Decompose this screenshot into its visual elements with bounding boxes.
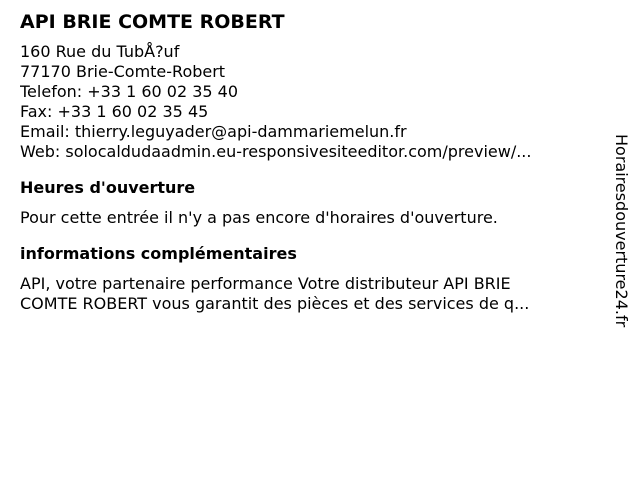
- additional-info-line: COMTE ROBERT vous garantit des pièces et des services de q...: [20, 294, 530, 313]
- address-street: 160 Rue du TubÅ?uf: [20, 42, 180, 61]
- email-address: Email: thierry.leguyader@api-dammariemelun.fr: [20, 122, 407, 141]
- additional-info-heading: informations complémentaires: [20, 244, 297, 263]
- phone-number: Telefon: +33 1 60 02 35 40: [20, 82, 239, 101]
- opening-hours-text: Pour cette entrée il n'y a pas encore d'horaires d'ouverture.: [20, 208, 498, 227]
- fax-number: Fax: +33 1 60 02 35 45: [20, 102, 209, 121]
- contact-block: [20, 42, 595, 162]
- opening-hours-heading: Heures d'ouverture: [20, 178, 196, 197]
- address-city: 77170 Brie-Comte-Robert: [20, 62, 226, 81]
- additional-info-line: API, votre partenaire performance Votre distributeur API BRIE: [20, 274, 511, 293]
- additional-info-text: [20, 274, 595, 314]
- business-card: [20, 10, 595, 314]
- business-name: API BRIE COMTE ROBERT: [20, 11, 285, 33]
- website-url: Web: solocaldudaadmin.eu-responsivesiteeditor.com/preview/...: [20, 142, 532, 161]
- site-brand-vertical: Horairesdouverture24.fr: [612, 134, 631, 328]
